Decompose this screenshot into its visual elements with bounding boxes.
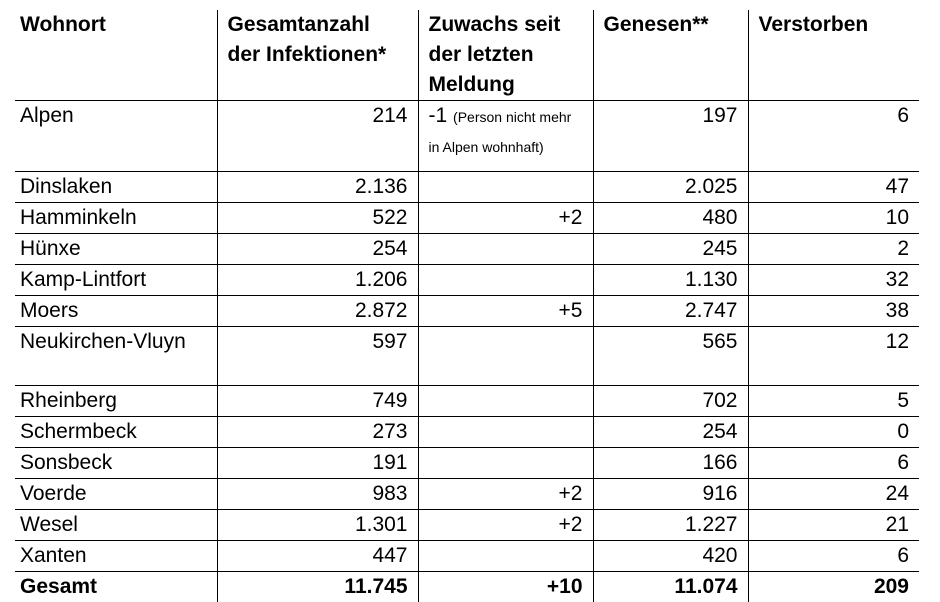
cell-zuwachs — [418, 386, 593, 417]
cell-zuwachs: +5 — [418, 296, 593, 327]
cell-gesamtanzahl: 273 — [217, 417, 418, 448]
cell-genesen: 197 — [593, 101, 748, 172]
cell-gesamtanzahl: 2.872 — [217, 296, 418, 327]
cell-wohnort: Voerde — [15, 479, 217, 510]
cell-genesen: 916 — [593, 479, 748, 510]
cell-genesen: 245 — [593, 234, 748, 265]
cell-gesamtanzahl: 254 — [217, 234, 418, 265]
cell-wohnort: Sonsbeck — [15, 448, 217, 479]
cell-zuwachs — [418, 172, 593, 203]
cell-gesamtanzahl: 447 — [217, 541, 418, 572]
cell-genesen: 166 — [593, 448, 748, 479]
header-zuwachs: Zuwachs seit der letzten Meldung — [418, 10, 593, 101]
total-row — [15, 572, 919, 602]
header-wohnort: Wohnort — [15, 10, 217, 101]
cell-gesamtanzahl: 214 — [217, 101, 418, 172]
cell-genesen: 1.130 — [593, 265, 748, 296]
cell-verstorben: 10 — [748, 203, 919, 234]
zuwachs-note: (Person nicht mehr in Alpen wohnhaft) — [429, 109, 572, 155]
cell-wohnort: Neukirchen-Vluyn — [15, 327, 217, 386]
total-verstorben: 209 — [748, 572, 919, 602]
cell-genesen: 420 — [593, 541, 748, 572]
table-row — [15, 265, 919, 296]
cell-wohnort: Alpen — [15, 101, 217, 172]
cell-verstorben: 2 — [748, 234, 919, 265]
table-row — [15, 296, 919, 327]
cell-genesen: 254 — [593, 417, 748, 448]
cell-wohnort: Hamminkeln — [15, 203, 217, 234]
table-row — [15, 479, 919, 510]
cell-gesamtanzahl: 191 — [217, 448, 418, 479]
cell-zuwachs — [418, 101, 593, 172]
cell-gesamtanzahl: 1.206 — [217, 265, 418, 296]
cell-verstorben: 38 — [748, 296, 919, 327]
cell-genesen: 565 — [593, 327, 748, 386]
cell-zuwachs: +2 — [418, 510, 593, 541]
cell-zuwachs — [418, 234, 593, 265]
cell-zuwachs: +2 — [418, 479, 593, 510]
header-row — [15, 10, 919, 101]
cell-zuwachs — [418, 327, 593, 386]
cell-gesamtanzahl: 2.136 — [217, 172, 418, 203]
total-gesamt: 11.745 — [217, 572, 418, 602]
cell-gesamtanzahl: 1.301 — [217, 510, 418, 541]
cell-verstorben: 6 — [748, 541, 919, 572]
total-genesen: 11.074 — [593, 572, 748, 602]
cell-verstorben: 5 — [748, 386, 919, 417]
table-row — [15, 510, 919, 541]
zuwachs-value: -1 — [429, 104, 448, 127]
table-row — [15, 386, 919, 417]
cell-genesen: 2.747 — [593, 296, 748, 327]
cell-zuwachs — [418, 541, 593, 572]
cell-verstorben: 0 — [748, 417, 919, 448]
cell-verstorben: 6 — [748, 101, 919, 172]
cell-verstorben: 24 — [748, 479, 919, 510]
cell-verstorben: 21 — [748, 510, 919, 541]
cell-wohnort: Wesel — [15, 510, 217, 541]
cell-wohnort: Kamp-Lintfort — [15, 265, 217, 296]
table-row — [15, 327, 919, 386]
infection-table — [15, 10, 919, 602]
table-row — [15, 172, 919, 203]
header-gesamtanzahl: Gesamtanzahl der Infektionen* — [217, 10, 418, 101]
cell-wohnort: Moers — [15, 296, 217, 327]
cell-verstorben: 32 — [748, 265, 919, 296]
cell-wohnort: Xanten — [15, 541, 217, 572]
cell-wohnort: Hünxe — [15, 234, 217, 265]
cell-genesen: 1.227 — [593, 510, 748, 541]
cell-wohnort: Rheinberg — [15, 386, 217, 417]
cell-genesen: 2.025 — [593, 172, 748, 203]
header-verstorben: Verstorben — [748, 10, 919, 101]
total-ort: Gesamt — [15, 572, 217, 602]
total-zuwachs: +10 — [418, 572, 593, 602]
header-genesen: Genesen** — [593, 10, 748, 101]
cell-zuwachs — [418, 265, 593, 296]
table-row — [15, 203, 919, 234]
cell-verstorben: 47 — [748, 172, 919, 203]
cell-gesamtanzahl: 749 — [217, 386, 418, 417]
table-row — [15, 448, 919, 479]
cell-zuwachs — [418, 417, 593, 448]
table-row — [15, 234, 919, 265]
cell-genesen: 480 — [593, 203, 748, 234]
cell-genesen: 702 — [593, 386, 748, 417]
cell-verstorben: 12 — [748, 327, 919, 386]
table-row — [15, 417, 919, 448]
cell-wohnort: Schermbeck — [15, 417, 217, 448]
cell-zuwachs — [418, 448, 593, 479]
cell-verstorben: 6 — [748, 448, 919, 479]
cell-wohnort: Dinslaken — [15, 172, 217, 203]
cell-gesamtanzahl: 522 — [217, 203, 418, 234]
table-row — [15, 541, 919, 572]
table-row — [15, 101, 919, 172]
cell-gesamtanzahl: 983 — [217, 479, 418, 510]
cell-gesamtanzahl: 597 — [217, 327, 418, 386]
cell-zuwachs: +2 — [418, 203, 593, 234]
